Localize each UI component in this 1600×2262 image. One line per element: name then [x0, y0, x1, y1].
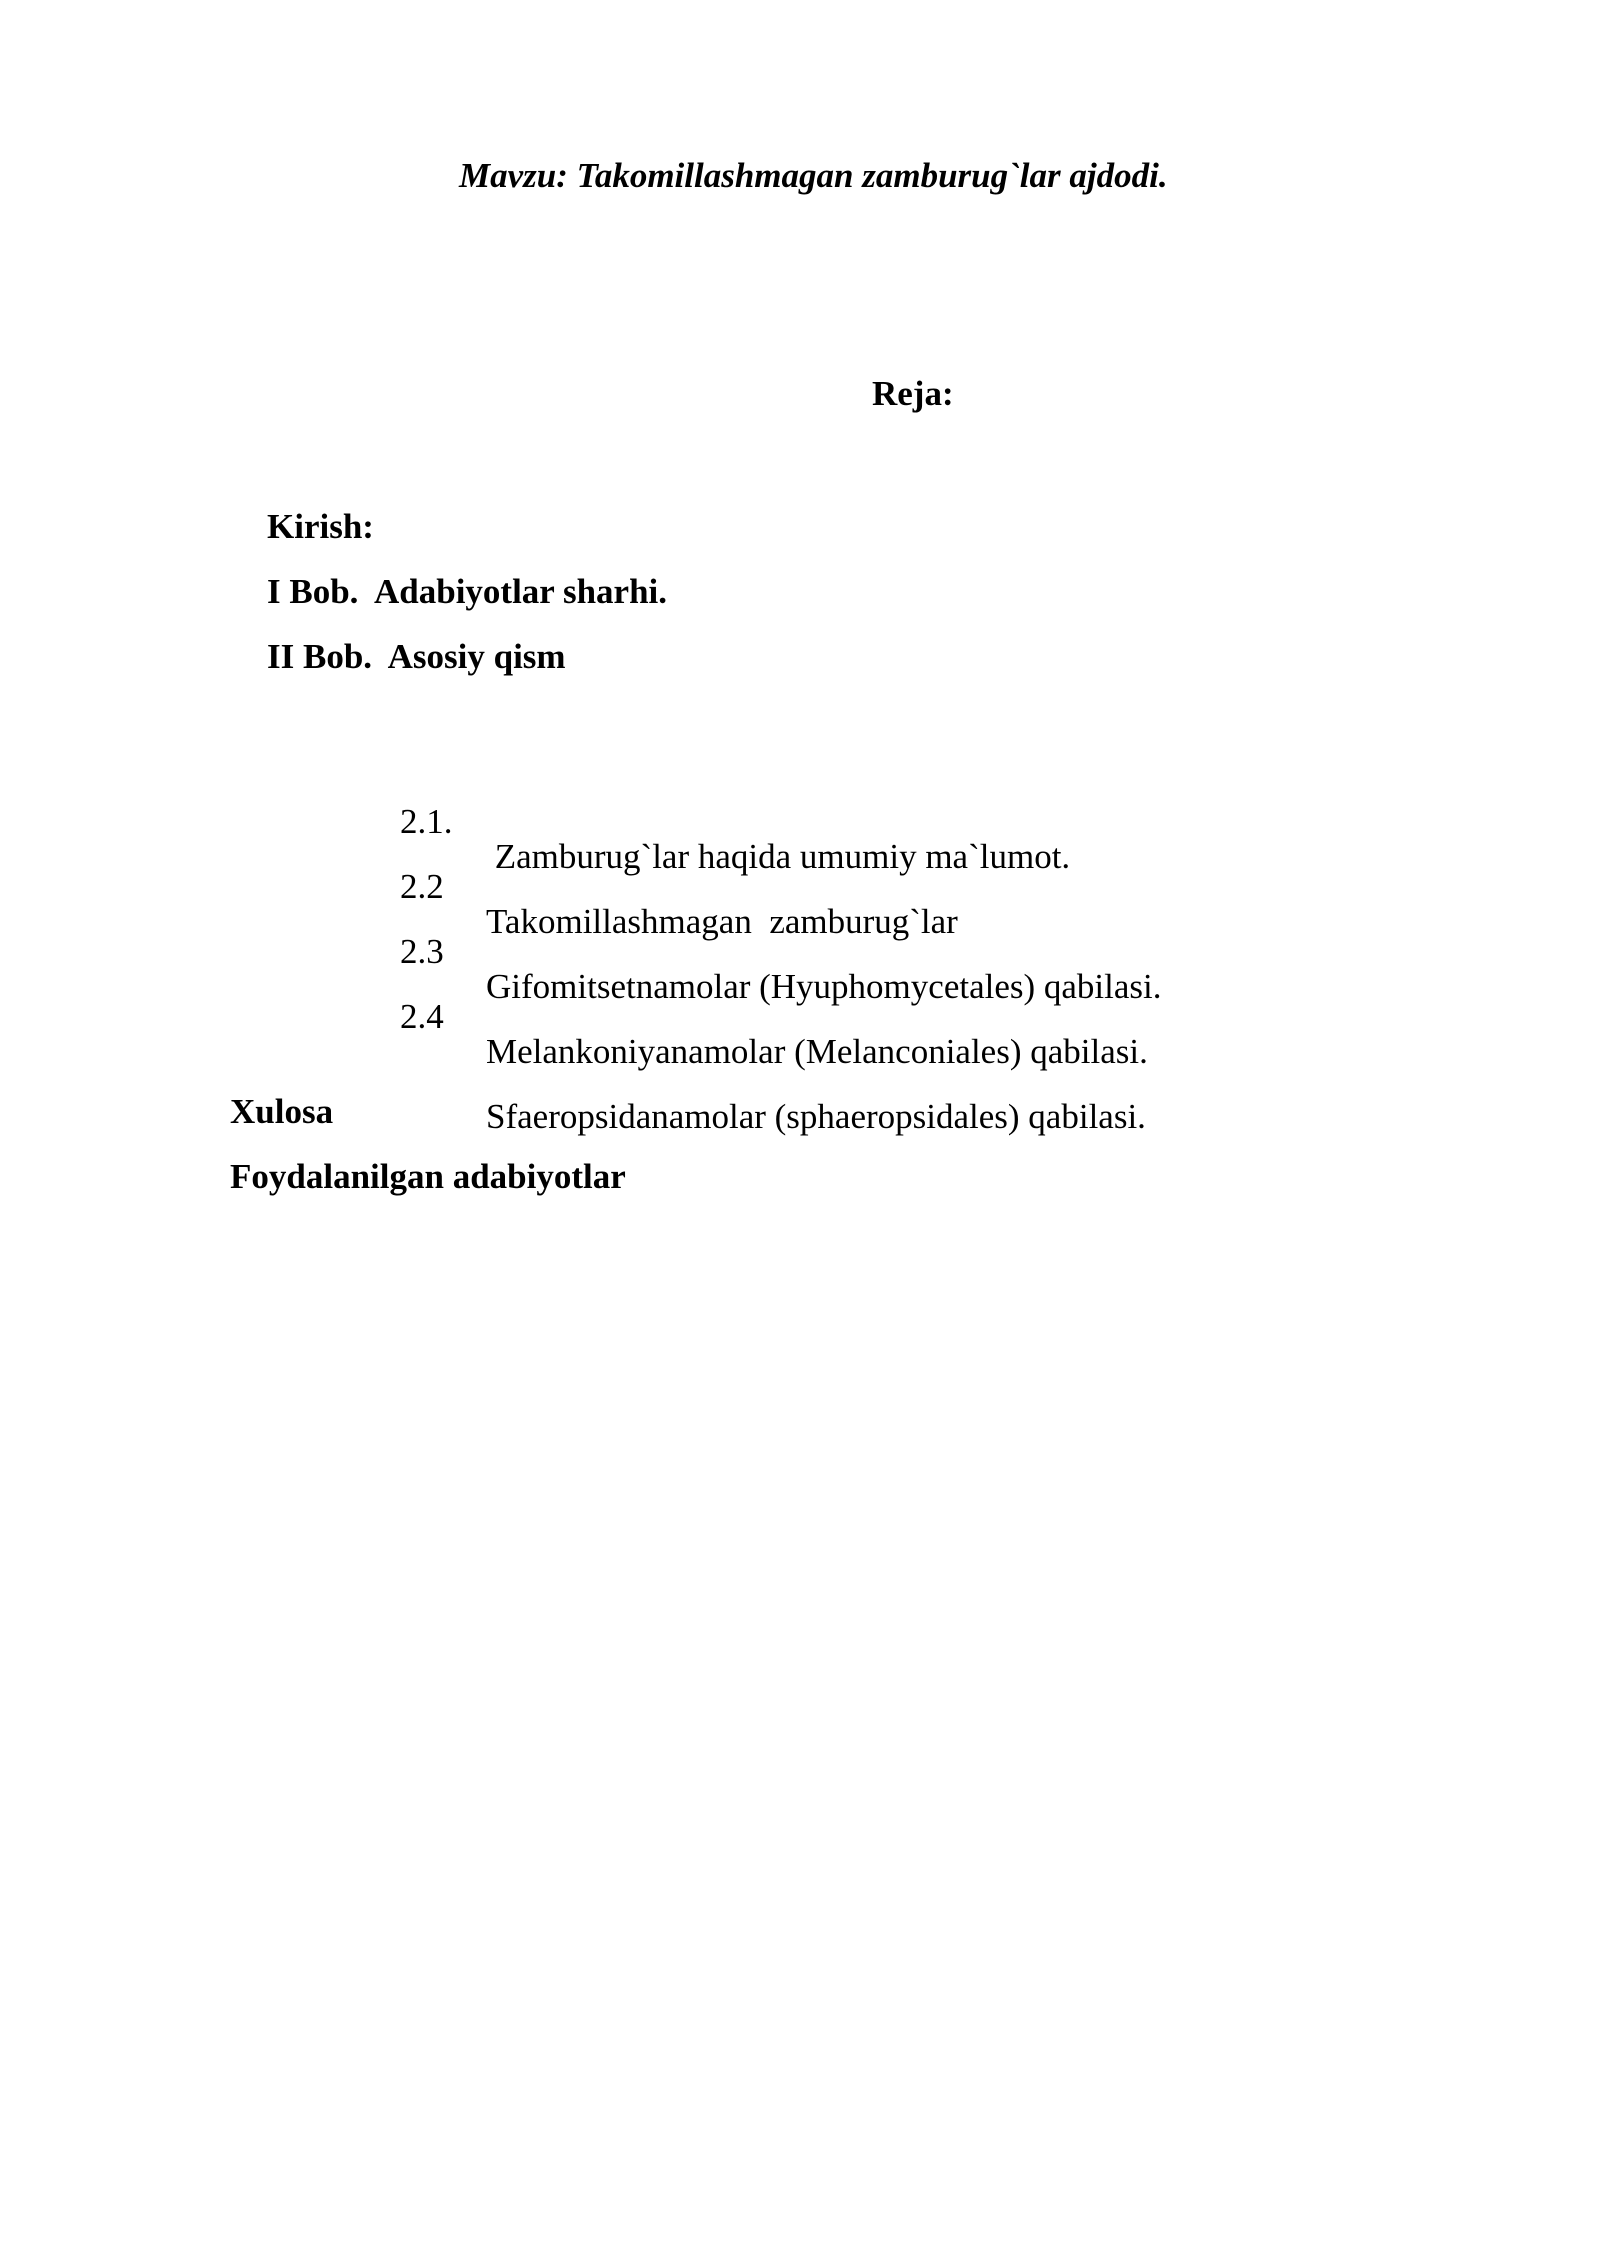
document-title: Mavzu: Takomillashmagan zamburug`lar ajdodi. — [459, 156, 1168, 195]
plan-heading: Reja: — [872, 374, 954, 413]
subsection-text: Takomillashmagan zamburug`lar — [486, 902, 958, 941]
subsection-number: 2.4 — [400, 997, 444, 1036]
section-conclusion: Xulosa — [230, 1092, 334, 1131]
subsection-text: Zamburug`lar haqida umumiy ma`lumot. — [486, 837, 1071, 876]
section-introduction: Kirish: — [267, 507, 374, 546]
subsection-text: Sfaeropsidanamolar (sphaeropsidales) qabilasi. — [486, 1097, 1146, 1136]
section-chapter-1: I Bob. Adabiyotlar sharhi. — [267, 572, 668, 611]
subsection-text: Gifomitsetnamolar (Hyuphomycetales) qabilasi. — [486, 967, 1162, 1006]
section-chapter-2: II Bob. Asosiy qism — [267, 637, 566, 676]
subsection-number: 2.3 — [400, 932, 444, 971]
subsection-number: 2.2 — [400, 867, 444, 906]
subsection-number: 2.1. — [400, 802, 453, 841]
subsection-text: Melankoniyanamolar (Melanconiales) qabilasi. — [486, 1032, 1148, 1071]
section-references: Foydalanilgan adabiyotlar — [230, 1157, 626, 1196]
